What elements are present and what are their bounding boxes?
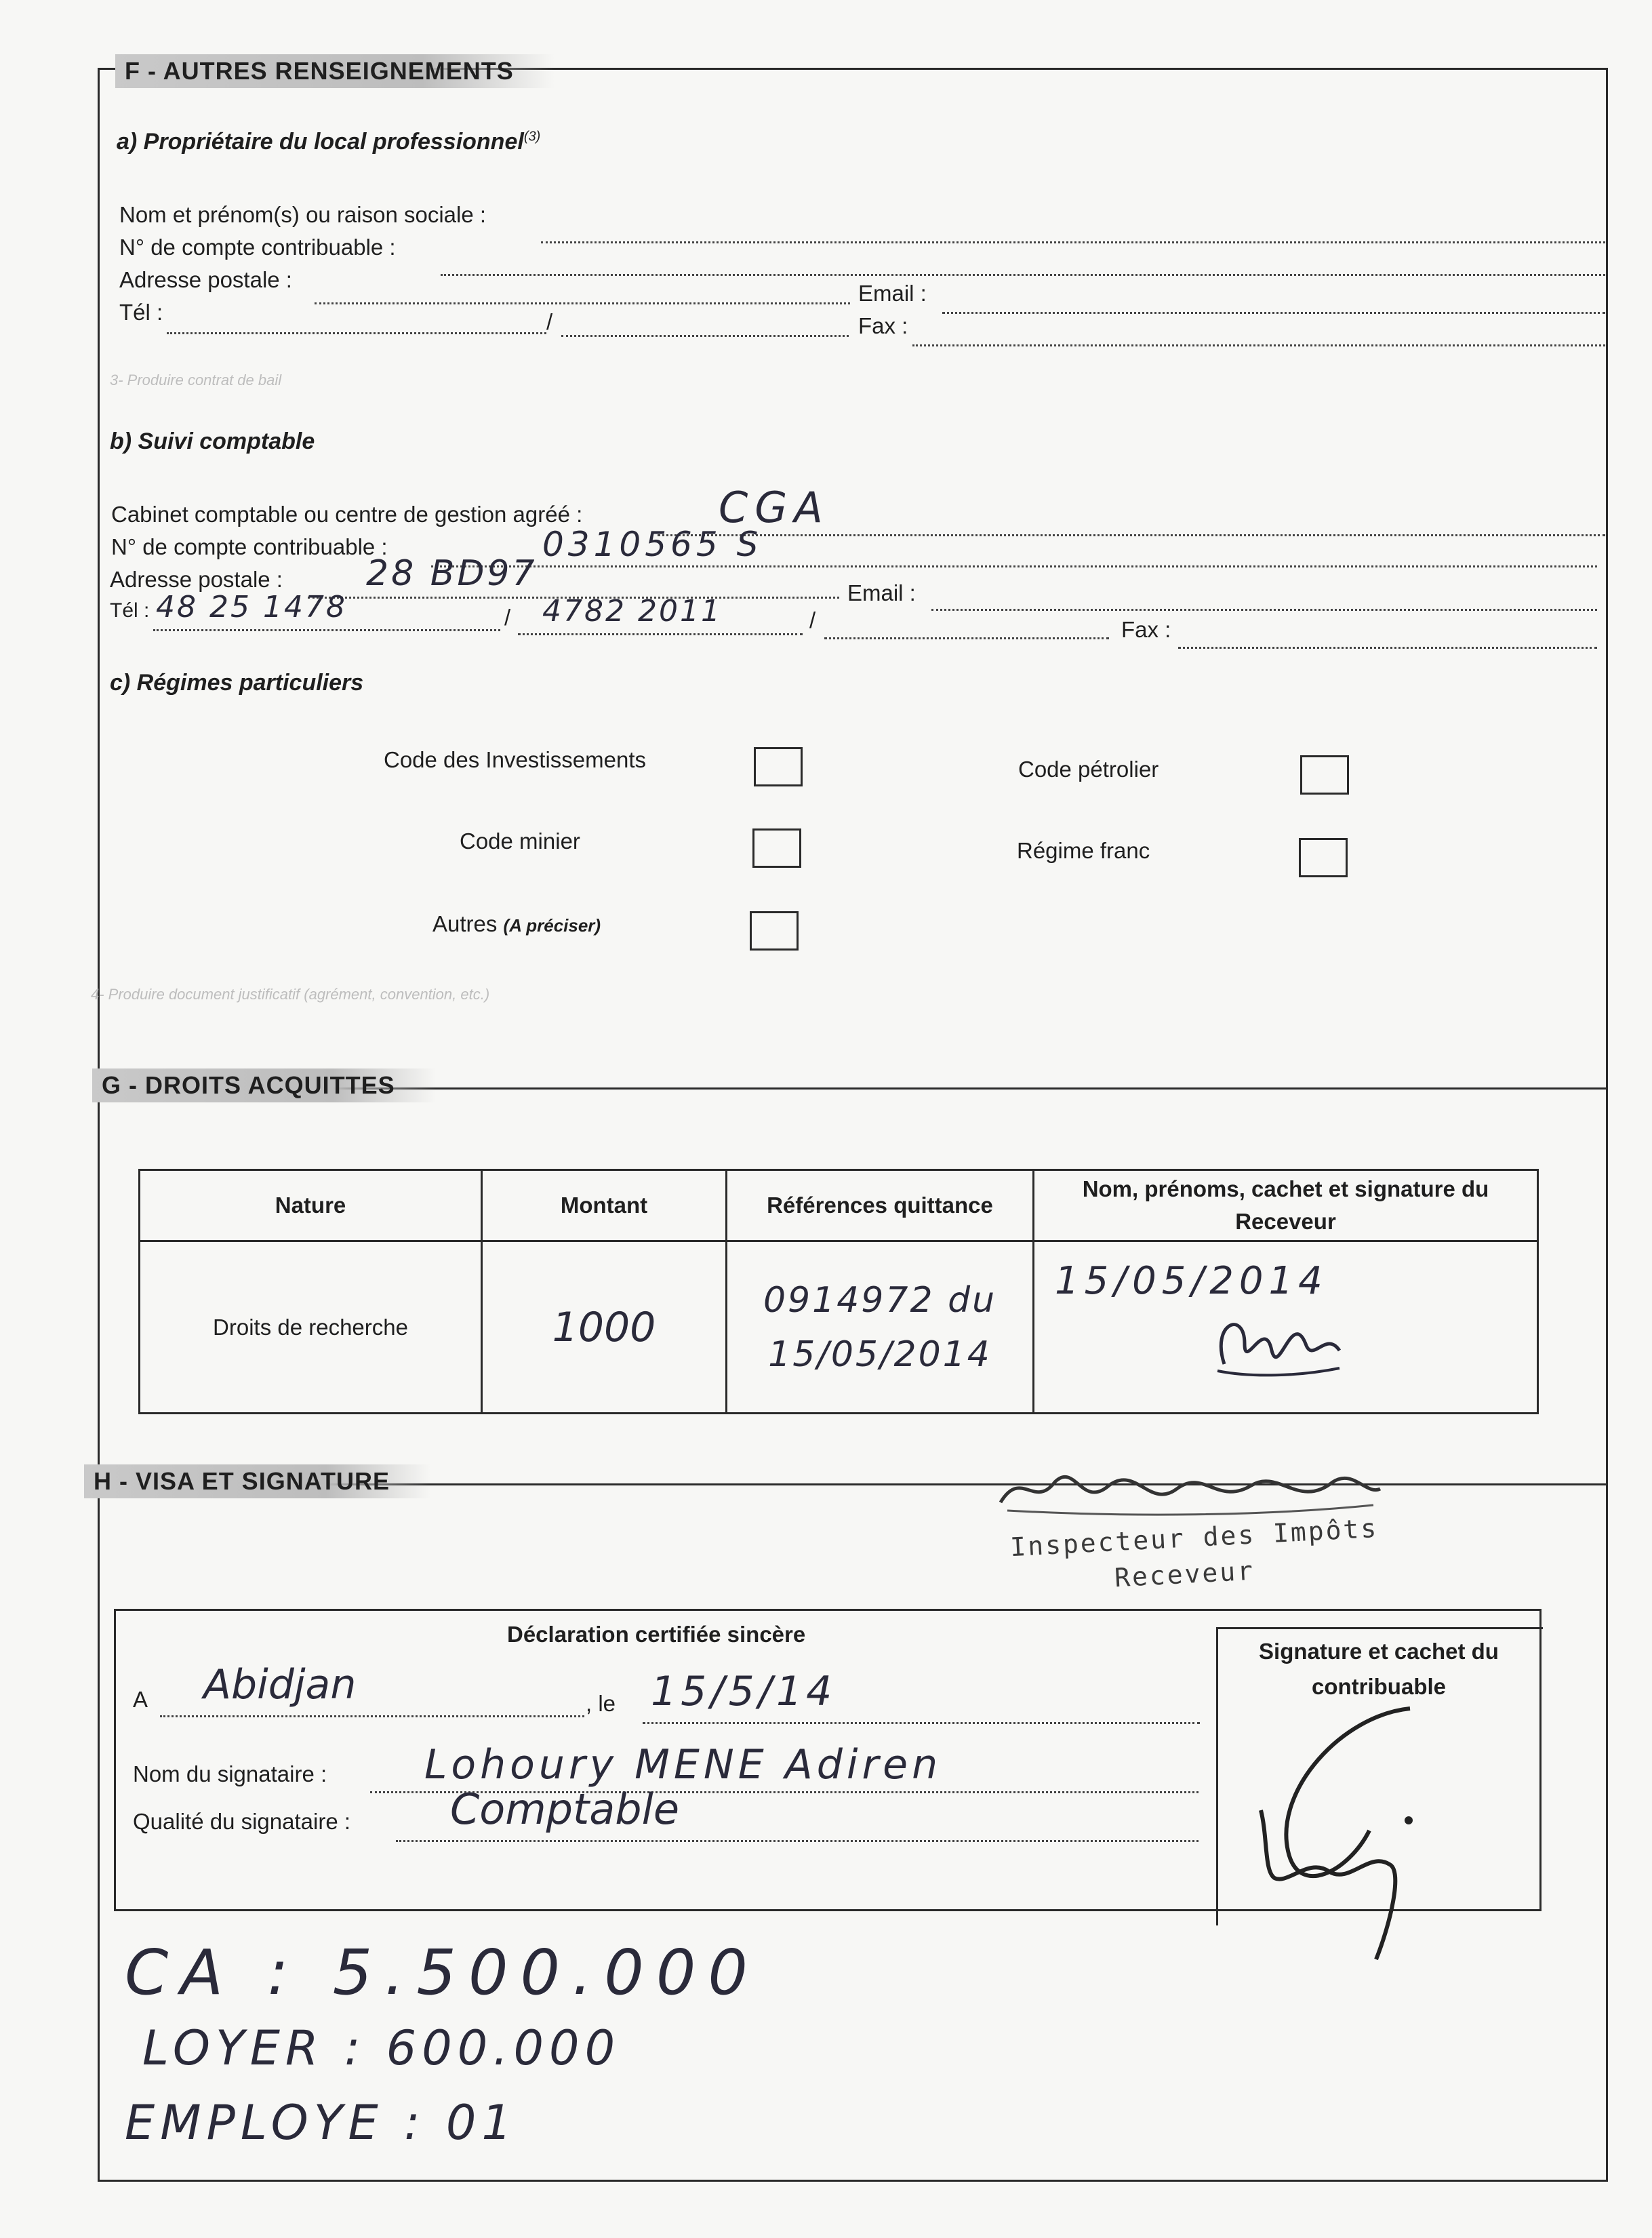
qualite-label: Qualité du signataire : <box>133 1809 351 1834</box>
autres-checkbox[interactable] <box>750 911 799 951</box>
proprietaire-email-label: Email : <box>858 281 927 306</box>
suivi-tel-slash: / <box>504 605 511 630</box>
footnote-4: 4- Produire document justificatif (agrément, convention, etc.) <box>91 986 490 1003</box>
proprietaire-adresse-label: Adresse postale : <box>119 267 292 292</box>
note-ca: CA : 5.500.000 <box>125 1936 760 2009</box>
proprietaire-tel-field-1[interactable] <box>167 332 546 334</box>
code-petrolier-checkbox[interactable] <box>1300 755 1349 795</box>
proprietaire-compte-label: N° de compte contribuable : <box>119 235 396 260</box>
signataire-label: Nom du signataire : <box>133 1761 327 1786</box>
suivi-compte-field[interactable] <box>431 565 1597 567</box>
suivi-adresse-value: 28 BD97 <box>366 553 538 594</box>
proprietaire-tel-slash: / <box>546 309 553 334</box>
signature-box-divider <box>1216 1627 1218 1925</box>
cell-nature: Droits de recherche <box>140 1241 482 1414</box>
suivi-compte-value: 0310565 S <box>542 525 763 564</box>
code-minier-checkbox[interactable] <box>752 828 801 868</box>
footnote-ref: (3) <box>523 129 541 144</box>
suivi-tel-slash-2: / <box>809 607 816 633</box>
cabinet-value: CGA <box>719 483 830 532</box>
lieu-field[interactable] <box>160 1715 584 1717</box>
section-f-title: F - AUTRES RENSEIGNEMENTS <box>115 54 555 88</box>
note-employe: EMPLOYE : 01 <box>125 2095 517 2151</box>
montant-value: 1000 <box>552 1303 656 1351</box>
date-value: 15/5/14 <box>651 1668 837 1715</box>
proprietaire-compte-field[interactable] <box>441 274 1605 276</box>
receveur-date: 15/05/2014 <box>1055 1259 1328 1303</box>
suivi-tel-field-1[interactable] <box>153 629 500 631</box>
proprietaire-email-field[interactable] <box>942 312 1605 314</box>
suivi-tel-field-3[interactable] <box>824 637 1109 639</box>
suivi-tel-value-1: 48 25 1478 <box>156 590 347 624</box>
stamp-line2: Receveur <box>1113 1555 1256 1593</box>
proprietaire-tel-field-2[interactable] <box>561 335 849 337</box>
proprietaire-adresse-field[interactable] <box>315 302 850 304</box>
code-minier-label: Code minier <box>460 828 580 854</box>
proprietaire-nom-label: Nom et prénom(s) ou raison sociale : <box>119 202 487 227</box>
reference-line1: 0914972 du <box>763 1279 997 1321</box>
lieu-label: A <box>133 1687 148 1712</box>
regime-franc-label: Régime franc <box>1017 838 1150 863</box>
code-petrolier-label: Code pétrolier <box>1018 757 1159 782</box>
header-references: Références quittance <box>727 1170 1034 1241</box>
reference-line2: 15/05/2014 <box>768 1334 992 1375</box>
note-loyer: LOYER : 600.000 <box>142 2020 621 2076</box>
cell-references[interactable] <box>727 1241 1034 1414</box>
proprietaire-nom-field[interactable] <box>541 241 1605 243</box>
header-nature: Nature <box>140 1170 482 1241</box>
code-investissements-checkbox[interactable] <box>754 747 803 786</box>
suivi-tel-field-2[interactable] <box>518 633 803 635</box>
signature-cachet-title: Signature et cachet du contribuable <box>1259 1639 1499 1699</box>
code-investissements-label: Code des Investissements <box>384 747 647 772</box>
date-label: , le <box>586 1691 616 1716</box>
qualite-value: Comptable <box>450 1784 680 1834</box>
declaration-title: Déclaration certifiée sincère <box>507 1622 806 1647</box>
cell-montant[interactable] <box>482 1241 727 1414</box>
suivi-email-label: Email : <box>847 580 916 605</box>
proprietaire-tel-label: Tél : <box>119 300 163 325</box>
signataire-value: Lohoury MENE Adiren <box>424 1741 942 1789</box>
autres-note: (A préciser) <box>503 915 601 936</box>
cell-receveur[interactable] <box>1034 1241 1538 1414</box>
cabinet-field[interactable] <box>658 534 1605 536</box>
signature-box-top <box>1217 1627 1543 1629</box>
suivi-tel-label: Tél : <box>110 599 150 622</box>
header-receveur: Nom, prénoms, cachet et signature du Receveur <box>1034 1170 1538 1241</box>
cabinet-label: Cabinet comptable ou centre de gestion agréé : <box>111 502 583 527</box>
droits-table <box>138 1169 1539 1414</box>
subsection-a-title: a) Propriétaire du local professionnel$^{(3)}$ <box>117 129 541 155</box>
table-row <box>140 1241 1538 1414</box>
lieu-value: Abidjan <box>203 1661 357 1709</box>
proprietaire-fax-label: Fax : <box>858 313 908 338</box>
proprietaire-fax-field[interactable] <box>912 344 1605 346</box>
receveur-signature-icon <box>1204 1303 1353 1384</box>
header-montant: Montant <box>482 1170 727 1241</box>
contribuable-signature-icon <box>1234 1695 1518 1980</box>
section-h-title: H - VISA ET SIGNATURE <box>84 1464 430 1498</box>
footnote-3: 3- Produire contrat de bail <box>110 372 282 388</box>
receveur-stamp-signature-icon <box>994 1455 1387 1523</box>
stamp-line1: Inspecteur des Impôts <box>1009 1513 1379 1563</box>
suivi-email-field[interactable] <box>931 609 1597 611</box>
suivi-fax-field[interactable] <box>1178 647 1597 649</box>
qualite-field[interactable] <box>396 1840 1198 1842</box>
section-g-title: G - DROITS ACQUITTES <box>92 1068 436 1102</box>
suivi-tel-value-2: 4782 2011 <box>542 594 722 628</box>
subsection-b-title: b) Suivi comptable <box>110 428 315 454</box>
subsection-c-title: c) Régimes particuliers <box>110 670 364 696</box>
suivi-fax-label: Fax : <box>1121 617 1171 642</box>
regime-franc-checkbox[interactable] <box>1299 838 1348 877</box>
suivi-adresse-label: Adresse postale : <box>110 567 283 592</box>
date-field[interactable] <box>643 1722 1200 1724</box>
autres-label: Autres (A préciser) <box>432 911 601 936</box>
droits-table-header-row <box>140 1170 1538 1241</box>
suivi-compte-label: N° de compte contribuable : <box>111 534 388 559</box>
